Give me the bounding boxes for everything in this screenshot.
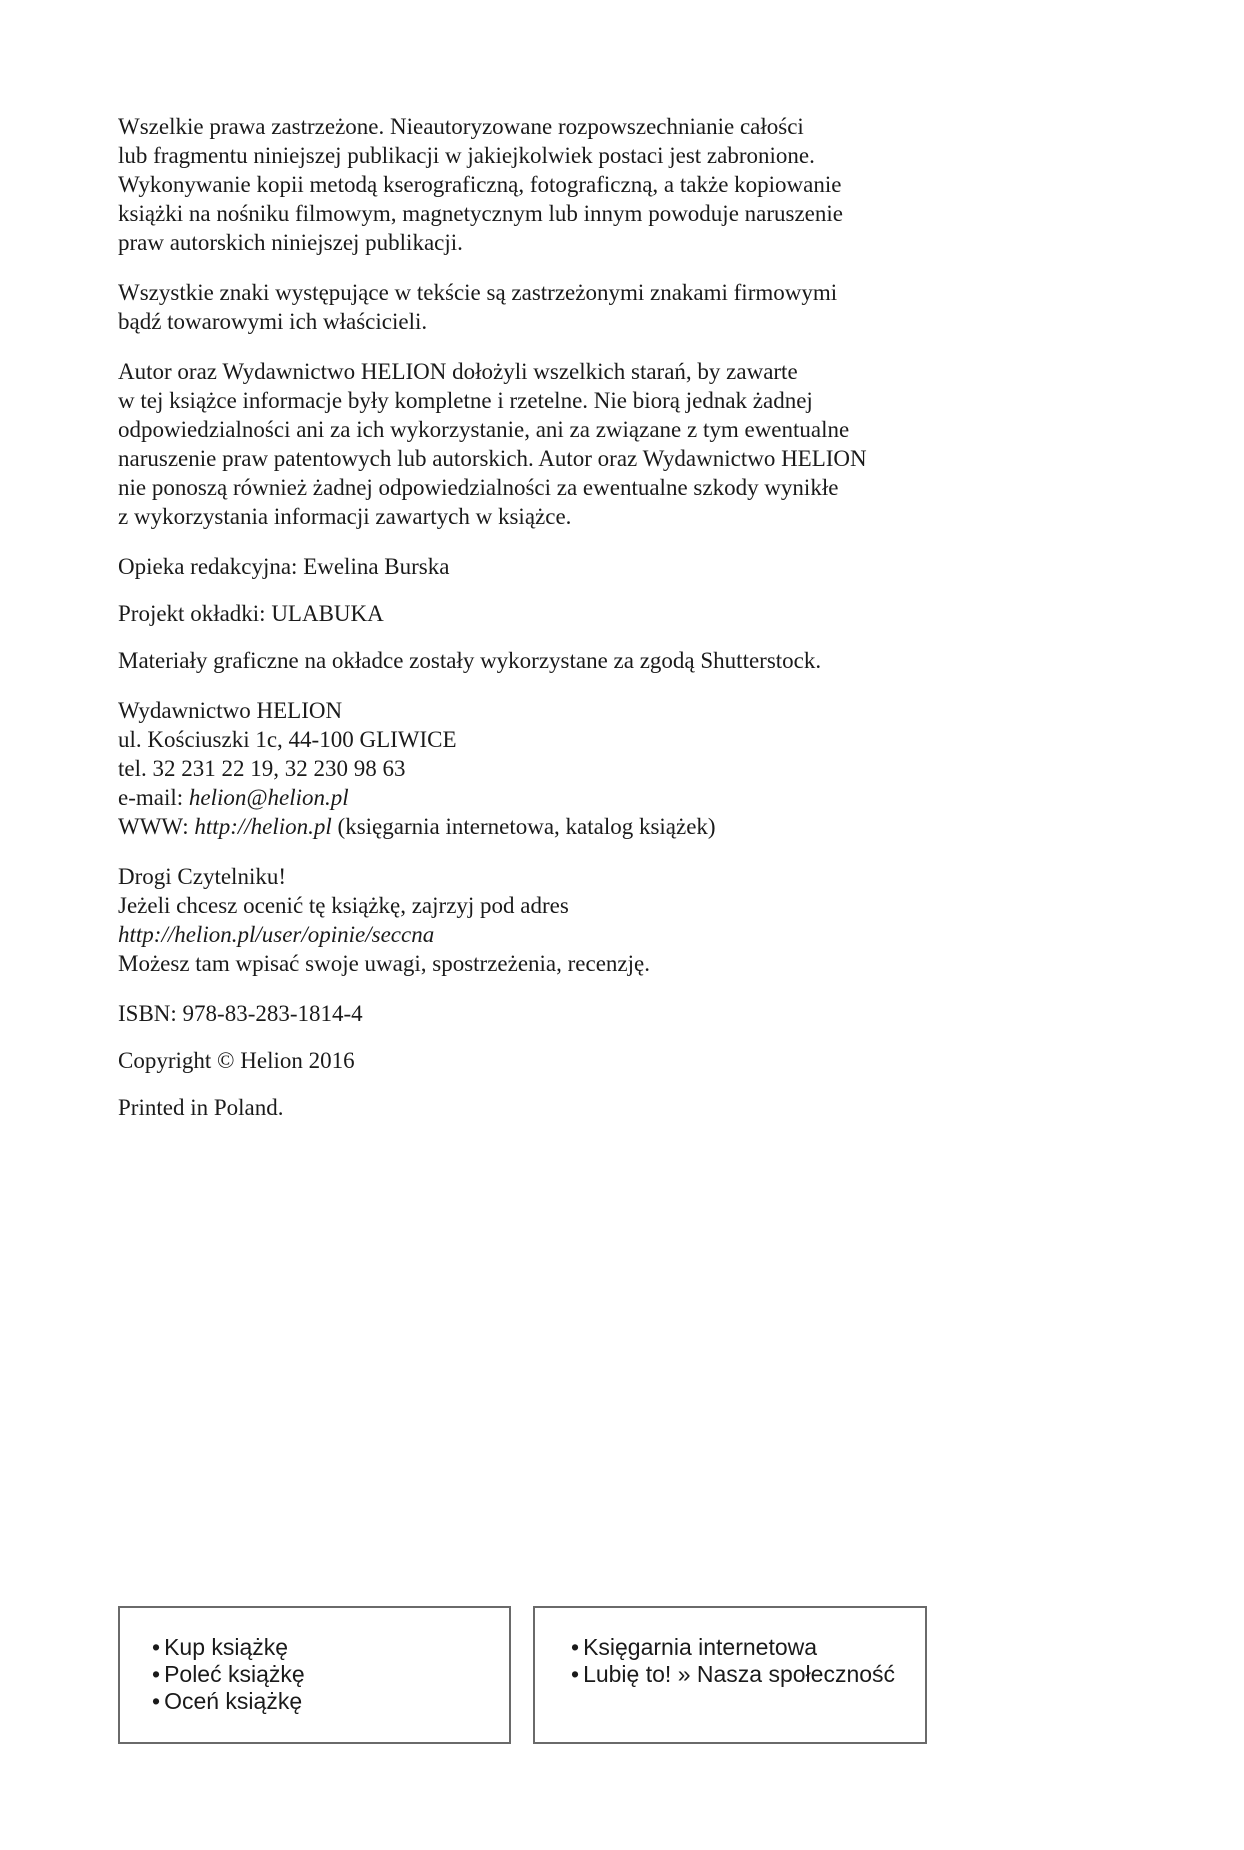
bullet-icon: •: [152, 1688, 161, 1714]
bullet-icon: •: [571, 1661, 580, 1687]
disclaimer-line: odpowiedzialności ani za ich wykorzystanie, ani za związane z tym ewentualne: [118, 417, 850, 442]
rights-line: lub fragmentu niniejszej publikacji w jakiejkolwiek postaci jest zabronione.: [118, 143, 815, 168]
buy-book-link[interactable]: [152, 1634, 509, 1661]
email-label: e-mail:: [118, 785, 189, 810]
isbn: ISBN: 978-83-283-1814-4: [118, 1001, 363, 1026]
link-label: Oceń książkę: [164, 1688, 303, 1714]
reader-block: [118, 862, 1118, 978]
www-label: WWW:: [118, 814, 195, 839]
link-label: Kup książkę: [164, 1634, 289, 1660]
trademarks-paragraph: [118, 278, 1118, 336]
disclaimer-line: z wykorzystania informacji zawartych w książce.: [118, 504, 572, 529]
printed-in: Printed in Poland.: [118, 1095, 284, 1120]
publisher-name: Wydawnictwo HELION: [118, 698, 343, 723]
recommend-book-link[interactable]: [152, 1661, 509, 1688]
editor-credit: Opieka redakcyjna: Ewelina Burska: [118, 554, 450, 579]
rights-paragraph: [118, 112, 1118, 257]
copyright-page: [118, 112, 1118, 1140]
link-label: Lubię to! » Nasza społeczność: [583, 1661, 896, 1687]
publisher-www-line: [118, 812, 1118, 841]
disclaimer-line: Autor oraz Wydawnictwo HELION dołożyli wszelkich starań, by zawarte: [118, 359, 798, 384]
copyright-notice: Copyright © Helion 2016: [118, 1048, 355, 1073]
reader-line: Jeżeli chcesz ocenić tę książkę, zajrzyj pod adres: [118, 893, 569, 918]
disclaimer-line: w tej książce informacje były kompletne i rzetelne. Nie biorą jednak żadnej: [118, 388, 813, 413]
publisher-address: ul. Kościuszki 1c, 44-100 GLIWICE: [118, 727, 457, 752]
www-note: (księgarnia internetowa, katalog książek): [331, 814, 716, 839]
book-actions-box: [118, 1606, 511, 1744]
bullet-icon: •: [152, 1661, 161, 1687]
link-label: Księgarnia internetowa: [583, 1634, 818, 1660]
community-box: [533, 1606, 927, 1744]
rate-book-link[interactable]: [152, 1688, 509, 1715]
trademarks-line: bądź towarowymi ich właścicieli.: [118, 309, 428, 334]
publisher-block: [118, 696, 1118, 841]
rights-line: praw autorskich niniejszej publikacji.: [118, 230, 463, 255]
disclaimer-paragraph: [118, 357, 1118, 531]
rights-line: Wszelkie prawa zastrzeżone. Nieautoryzowane rozpowszechnianie całości: [118, 114, 804, 139]
rights-line: książki na nośniku filmowym, magnetycznym lub innym powoduje naruszenie: [118, 201, 843, 226]
bullet-icon: •: [152, 1634, 161, 1660]
disclaimer-line: nie ponoszą również żadnej odpowiedzialności za ewentualne szkody wynikłe: [118, 475, 839, 500]
bullet-icon: •: [571, 1634, 580, 1660]
email-link[interactable]: helion@helion.pl: [188, 785, 349, 810]
www-link[interactable]: http://helion.pl: [194, 814, 332, 839]
community-link[interactable]: [571, 1661, 925, 1688]
disclaimer-line: naruszenie praw patentowych lub autorskich. Autor oraz Wydawnictwo HELION: [118, 446, 867, 471]
reader-line: Możesz tam wpisać swoje uwagi, spostrzeżenia, recenzję.: [118, 951, 650, 976]
reader-opinion-link[interactable]: http://helion.pl/user/opinie/seccna: [118, 922, 435, 947]
link-label: Poleć książkę: [164, 1661, 305, 1687]
reader-greeting: Drogi Czytelniku!: [118, 864, 286, 889]
publisher-phone: tel. 32 231 22 19, 32 230 98 63: [118, 756, 406, 781]
bookstore-link[interactable]: [571, 1634, 925, 1661]
rights-line: Wykonywanie kopii metodą kserograficzną, fotograficzną, a także kopiowanie: [118, 172, 842, 197]
graphics-credit: Materiały graficzne na okładce zostały wykorzystane za zgodą Shutterstock.: [118, 648, 822, 673]
publisher-email-line: [118, 783, 1118, 812]
cover-credit: Projekt okładki: ULABUKA: [118, 601, 384, 626]
trademarks-line: Wszystkie znaki występujące w tekście są zastrzeżonymi znakami firmowymi: [118, 280, 838, 305]
